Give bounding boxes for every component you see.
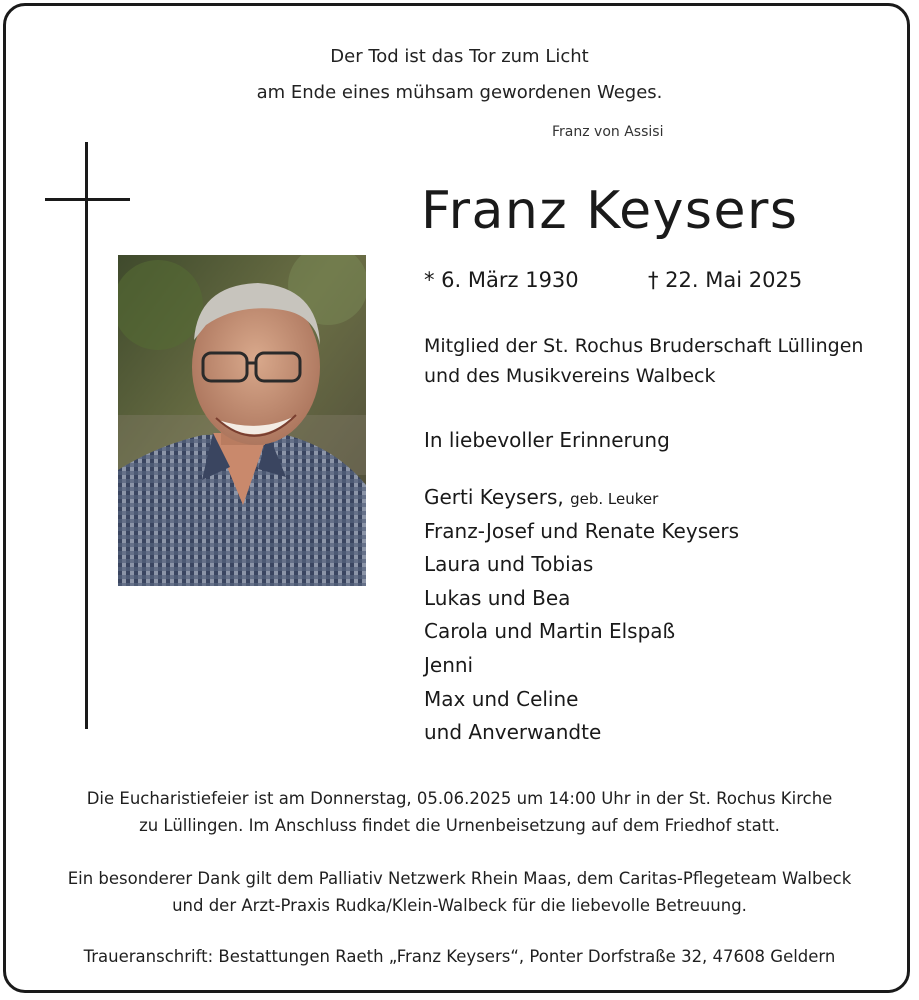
- cross-horizontal-bar: [45, 198, 130, 201]
- list-item: [424, 650, 739, 684]
- portrait-photo: [118, 255, 366, 586]
- mourner-name: und Anverwandte: [424, 720, 602, 745]
- list-item: [424, 549, 739, 583]
- memory-heading: In liebevoller Erinnerung: [424, 428, 670, 452]
- thanks-line-2: und der Arzt-Praxis Rudka/Klein-Walbeck für die liebevolle Betreuung.: [172, 896, 747, 915]
- list-item: [424, 616, 739, 650]
- list-item: [424, 482, 739, 516]
- mourner-name: Franz-Josef und Renate Keysers: [424, 518, 740, 543]
- service-line-2: zu Lüllingen. Im Anschluss findet die Urnenbeisetzung auf dem Friedhof statt.: [139, 816, 780, 835]
- quote-line-1: Der Tod ist das Tor zum Licht: [330, 46, 589, 67]
- mourner-name: Jenni: [424, 652, 474, 677]
- mourning-address: Traueranschrift: Bestattungen Raeth „Franz Keysers“, Ponter Dorfstraße 32, 47608 Geldern: [83, 947, 836, 966]
- birth-date: * 6. März 1930: [424, 268, 579, 292]
- mourner-note: geb. Leuker: [570, 490, 659, 508]
- thanks-line-1: Ein besonderer Dank gilt dem Palliativ Netzwerk Rhein Maas, dem Caritas-Pflegeteam Walbeck: [67, 869, 852, 888]
- membership-line-2: und des Musikvereins Walbeck: [424, 365, 716, 387]
- mourner-name: Gerti Keysers,: [424, 485, 564, 509]
- death-date: † 22. Mai 2025: [648, 268, 803, 292]
- list-item: [424, 516, 739, 550]
- quote-line-2: am Ende eines mühsam gewordenen Weges.: [256, 82, 663, 103]
- mourner-name: Max und Celine: [424, 686, 579, 711]
- service-line-1: Die Eucharistiefeier ist am Donnerstag, 05.06.2025 um 14:00 Uhr in der St. Rochus Kirche: [86, 789, 833, 808]
- cross-vertical-bar: [85, 142, 88, 729]
- mourners-list: [424, 482, 739, 751]
- mourner-name: Carola und Martin Elspaß: [424, 619, 676, 644]
- quote-author: Franz von Assisi: [552, 124, 664, 140]
- deceased-name: Franz Keysers: [421, 181, 799, 241]
- mourner-name: Lukas und Bea: [424, 585, 571, 610]
- list-item: [424, 583, 739, 617]
- mourner-name: Laura und Tobias: [424, 552, 594, 577]
- membership-line-1: Mitglied der St. Rochus Bruderschaft Lüllingen: [424, 335, 864, 357]
- list-item: [424, 717, 739, 751]
- list-item: [424, 684, 739, 718]
